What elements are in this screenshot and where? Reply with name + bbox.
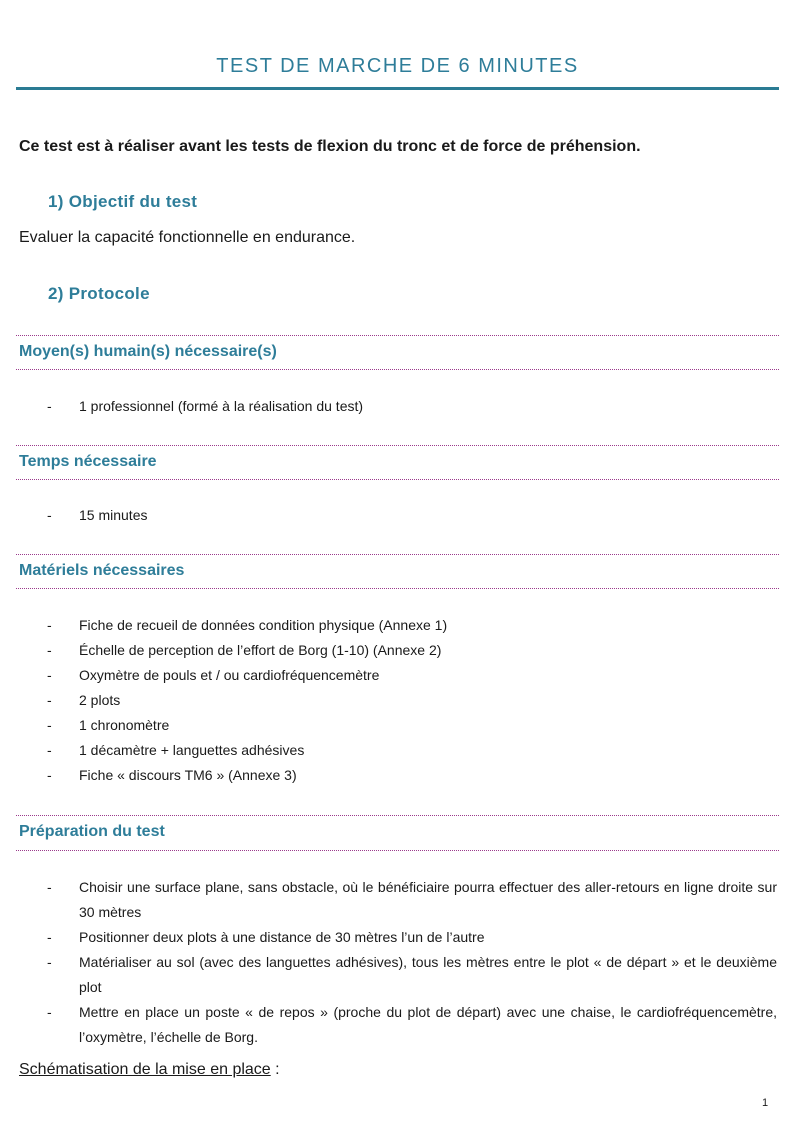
section-divider [16,479,779,480]
list-item: - 1 décamètre + languettes adhésives [0,738,793,763]
dash-bullet: - [47,742,52,758]
preparation-heading: Préparation du test [19,823,165,840]
dash-bullet: - [47,642,52,658]
section-divider [16,554,779,555]
section-divider [16,445,779,446]
schema-label: Schématisation de la mise en place [19,1061,271,1078]
list-item: - Échelle de perception de l’effort de Borg (1-10) (Annexe 2) [0,638,793,663]
section-divider [16,815,779,816]
objective-text: Evaluer la capacité fonctionnelle en endurance. [19,229,356,246]
human-resources-list [0,394,793,419]
list-item: - 1 chronomètre [0,713,793,738]
dash-bullet: - [47,617,52,633]
schema-suffix: : [270,1061,280,1078]
dash-bullet: - [47,398,52,414]
title-divider [16,87,779,90]
list-item: - Fiche de recueil de données condition physique (Annexe 1) [0,613,793,638]
list-item: - Mettre en place un poste « de repos » (proche du plot de départ) avec une chaise, le cardiofréquencemètre, l’oxymètre, l’échelle de Borg. [0,1000,793,1050]
list-item: - Positionner deux plots à une distance de 30 mètres l’un de l’autre [0,925,793,950]
dash-bullet: - [47,1004,52,1020]
dash-bullet: - [47,717,52,733]
dash-bullet: - [47,929,52,945]
list-item: - 15 minutes [0,503,793,528]
time-list [0,503,793,528]
dash-bullet: - [47,954,52,970]
human-resources-heading: Moyen(s) humain(s) nécessaire(s) [19,343,277,360]
dash-bullet: - [47,692,52,708]
section-divider [16,335,779,336]
time-heading: Temps nécessaire [19,453,157,470]
dash-bullet: - [47,879,52,895]
dash-bullet: - [47,507,52,523]
preparation-list [0,875,793,1050]
dash-bullet: - [47,767,52,783]
objective-heading: 1) Objectif du test [48,192,198,211]
list-item: - 1 professionnel (formé à la réalisation du test) [0,394,793,419]
materials-list [0,613,793,788]
materials-heading: Matériels nécessaires [19,562,185,579]
list-item: - Fiche « discours TM6 » (Annexe 3) [0,763,793,788]
schema-heading [19,1061,280,1079]
list-item: - Matérialiser au sol (avec des languettes adhésives), tous les mètres entre le plot « de départ » et le deuxième plot [0,950,793,1000]
list-item: - Oxymètre de pouls et / ou cardiofréquencemètre [0,663,793,688]
list-item: - Choisir une surface plane, sans obstacle, où le bénéficiaire pourra effectuer des aller-retours en ligne droite sur 30 mètres [0,875,793,925]
intro-text: Ce test est à réaliser avant les tests de flexion du tronc et de force de préhension. [19,138,641,155]
list-item: - 2 plots [0,688,793,713]
section-divider [16,588,779,589]
protocol-heading: 2) Protocole [48,284,150,303]
section-divider [16,850,779,851]
page-number: 1 [762,1097,769,1109]
dash-bullet: - [47,667,52,683]
section-divider [16,369,779,370]
page-title: TEST DE MARCHE DE 6 MINUTES [216,55,579,77]
